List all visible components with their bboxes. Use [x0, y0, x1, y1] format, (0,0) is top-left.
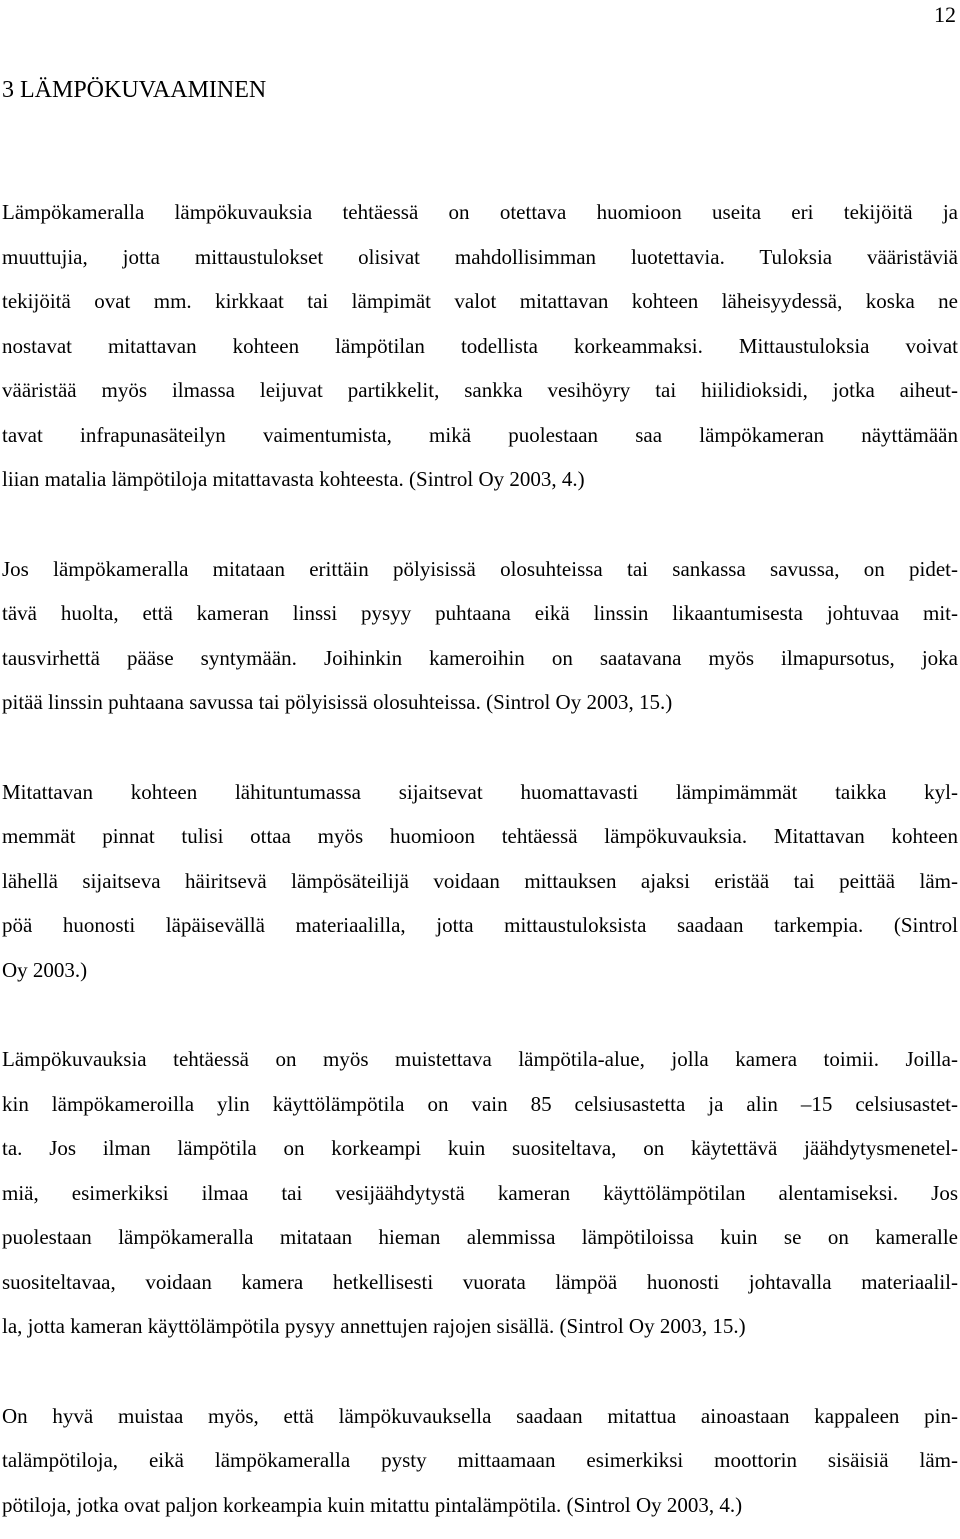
- paragraph: [2, 1037, 958, 1349]
- text-line: puolestaan lämpökameralla mitataan hieman alemmissa lämpötiloissa kuin se on kameralle: [2, 1225, 958, 1249]
- paragraph-gap: [2, 1349, 958, 1394]
- text-line: miä, esimerkiksi ilmaa tai vesijäähdytystä kameran käyttölämpötilan alentamiseksi. Jos: [2, 1180, 958, 1205]
- text-line: talämpötiloja, eikä lämpökameralla pysty mittaamaan esimerkiksi moottorin sisäisiä läm-: [2, 1448, 958, 1472]
- text-line: pöä huonosti läpäisevällä materiaalilla, jotta mittaustuloksista saadaan tarkempia. (Sintrol: [2, 913, 958, 937]
- text-line: lähellä sijaitseva häiritsevä lämpösäteilijä voidaan mittauksen ajaksi eristää tai peittää läm-: [2, 868, 958, 893]
- text-line: tävä huolta, että kameran linssi pysyy puhtaana eikä linssin likaantumisesta johtuvaa mit-: [2, 601, 958, 625]
- text-line: Lämpökameralla lämpökuvauksia tehtäessä on otettava huomioon useita eri tekijöitä ja: [2, 200, 958, 224]
- text-line: Lämpökuvauksia tehtäessä on myös muistettava lämpötila-alue, jolla kamera toimii. Joilla-: [2, 1047, 958, 1071]
- text-line: kin lämpökameroilla ylin käyttölämpötila on vain 85 celsiusastetta ja alin –15 celsiusastet-: [2, 1091, 958, 1116]
- text-line: nostavat mitattavan kohteen lämpötilan todellista korkeammaksi. Mittaustuloksia voivat: [2, 333, 958, 358]
- text-line: tavat infrapunasäteilyn vaimentumista, mikä puolestaan saa lämpökameran näyttämään: [2, 422, 958, 447]
- text-line: Jos lämpökameralla mitataan erittäin pölyisissä olosuhteissa tai sankassa savussa, on pidet-: [2, 556, 958, 581]
- paragraph: [2, 770, 958, 993]
- paragraph: [2, 190, 958, 502]
- paragraph-gap: [2, 502, 958, 547]
- paragraph-gap: [2, 725, 958, 770]
- paragraph: [2, 547, 958, 725]
- text-line: pötiloja, jotka ovat paljon korkeampia kuin mitattu pintalämpötila. (Sintrol Oy 2003, 4.): [2, 1492, 743, 1517]
- body-text: [2, 190, 958, 1527]
- text-line: Mitattavan kohteen lähituntumassa sijaitsevat huomattavasti lämpimämmät taikka kyl-: [2, 779, 958, 804]
- text-line: memmät pinnat tulisi ottaa myös huomioon tehtäessä lämpökuvauksia. Mitattavan kohteen: [2, 824, 958, 848]
- text-line: tekijöitä ovat mm. kirkkaat tai lämpimät valot mitattavan kohteen läheisyydessä, koska ne: [2, 289, 958, 313]
- text-line: la, jotta kameran käyttölämpötila pysyy annettujen rajojen sisällä. (Sintrol Oy 2003, 15.): [2, 1314, 746, 1338]
- paragraph: [2, 1394, 958, 1528]
- text-line: Oy 2003.): [2, 957, 88, 982]
- text-line: vääristää myös ilmassa leijuvat partikkelit, sankka vesihöyry tai hiilidioksidi, jotka aiheut-: [2, 378, 958, 402]
- text-line: pitää linssin puhtaana savussa tai pölyisissä olosuhteissa. (Sintrol Oy 2003, 15.): [2, 690, 673, 714]
- page-number: 12: [934, 2, 956, 27]
- text-line: ta. Jos ilman lämpötila on korkeampi kuin suositeltava, on käytettävä jäähdytysmenetel-: [2, 1136, 958, 1160]
- text-line: tausvirhettä pääse syntymään. Joihinkin kameroihin on saatavana myös ilmapursotus, joka: [2, 645, 958, 670]
- text-line: liian matalia lämpötiloja mitattavasta kohteesta. (Sintrol Oy 2003, 4.): [2, 467, 585, 491]
- text-line: On hyvä muistaa myös, että lämpökuvauksella saadaan mitattua ainoastaan kappaleen pin-: [2, 1403, 958, 1428]
- text-line: suositeltavaa, voidaan kamera hetkellisesti vuorata lämpöä huonosti johtavalla materiaalil-: [2, 1269, 958, 1294]
- section-heading: 3 LÄMPÖKUVAAMINEN: [2, 77, 267, 103]
- text-line: muuttujia, jotta mittaustulokset olisivat mahdollisimman luotettavia. Tuloksia vääristäviä: [2, 244, 958, 269]
- paragraph-gap: [2, 992, 958, 1037]
